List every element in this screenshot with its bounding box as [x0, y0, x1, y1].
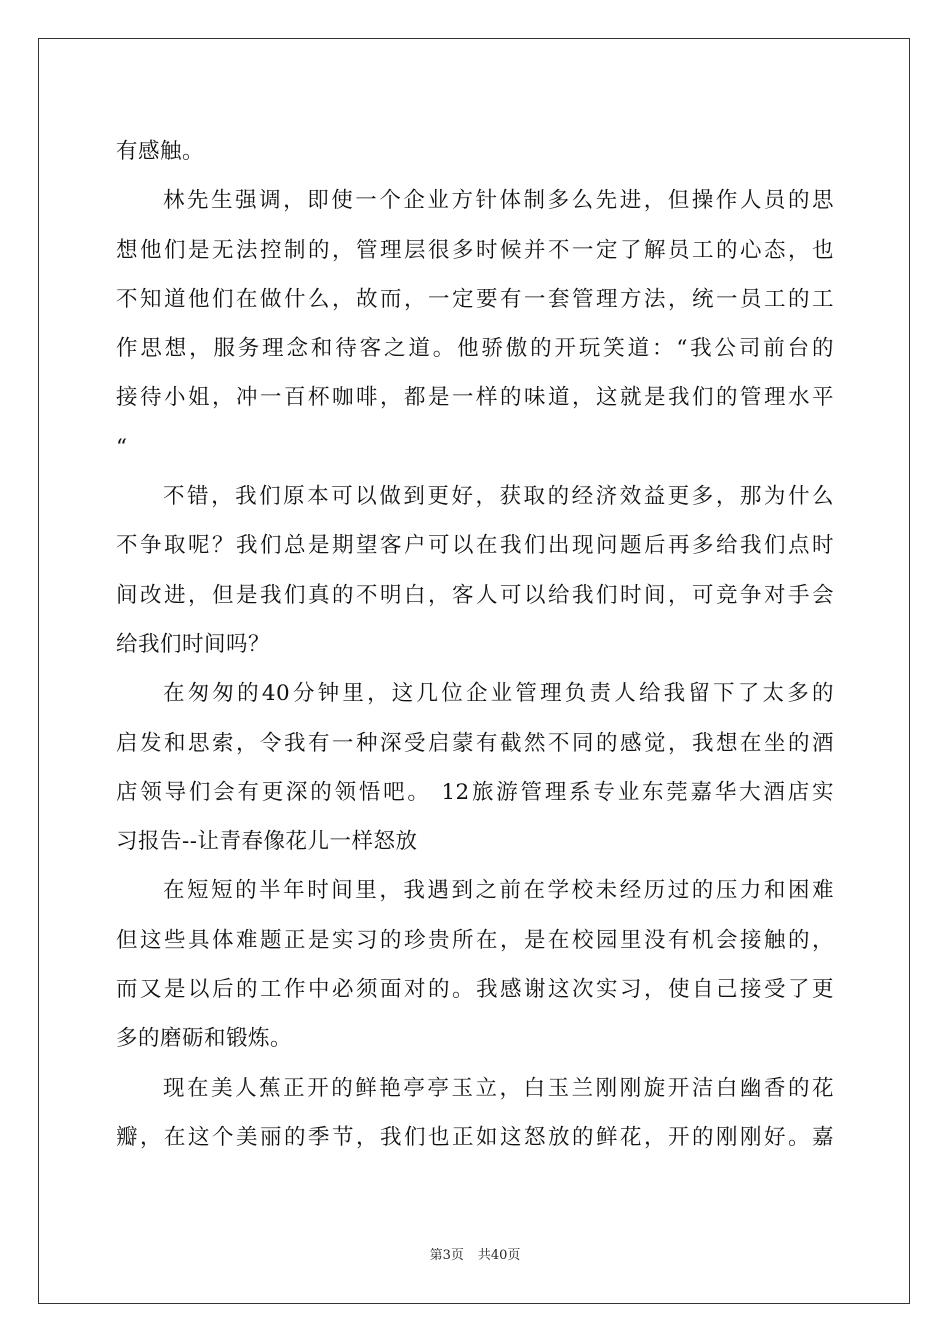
text-line: 间改进，但是我们真的不明白，客人可以给我们时间，可竞争对手会	[116, 582, 834, 608]
text-line: 现在美人蕉正开的鲜艳亭亭玉立，白玉兰刚刚旋开洁白幽香的花	[163, 1075, 834, 1101]
text-line: 有感触。	[116, 139, 205, 164]
text-line: “	[116, 434, 128, 460]
text-line: 不错，我们原本可以做到更好，获取的经济效益更多，那为什么	[163, 484, 834, 510]
page-total: 共40页	[477, 1248, 521, 1263]
text-line: 启发和思索，令我有一种深受启蒙有截然不同的感觉，我想在坐的酒	[116, 730, 834, 756]
text-line: 不知道他们在做什么，故而，一定要有一套管理方法，统一员工的工	[116, 286, 834, 312]
text-line: 但这些具体难题正是实习的珍贵所在，是在校园里没有机会接触的，	[116, 927, 834, 953]
document-body	[116, 127, 834, 1162]
text-line: 而又是以后的工作中必须面对的。我感谢这次实习，使自己接受了更	[116, 977, 834, 1003]
text-line: 在匆匆的40分钟里，这几位企业管理负责人给我留下了太多的	[163, 681, 834, 707]
page-footer	[0, 1244, 950, 1263]
text-line: 店领导们会有更深的领悟吧。 12旅游管理系专业东莞嘉华大酒店实	[116, 779, 834, 805]
page-number: 第3页	[429, 1248, 464, 1263]
text-line: 给我们时间吗？	[116, 631, 271, 657]
text-line: 作思想，服务理念和待客之道。他骄傲的开玩笑道：“我公司前台的	[116, 336, 834, 362]
text-line: 瓣，在这个美丽的季节，我们也正如这怒放的鲜花，开的刚刚好。嘉	[116, 1124, 834, 1150]
text-line: 在短短的半年时间里，我遇到之前在学校未经历过的压力和困难	[163, 878, 834, 904]
text-line: 林先生强调，即使一个企业方针体制多么先进，但操作人员的思	[163, 188, 834, 214]
text-line: 想他们是无法控制的，管理层很多时候并不一定了解员工的心态，也	[116, 237, 834, 263]
text-line: 习报告--让青春像花儿一样怒放	[116, 829, 418, 855]
text-line: 多的磨砺和锻炼。	[116, 1026, 293, 1052]
text-line: 不争取呢？我们总是期望客户可以在我们出现问题后再多给我们点时	[116, 533, 834, 559]
text-line: 接待小姐，冲一百杯咖啡，都是一样的味道，这就是我们的管理水平	[116, 385, 834, 411]
